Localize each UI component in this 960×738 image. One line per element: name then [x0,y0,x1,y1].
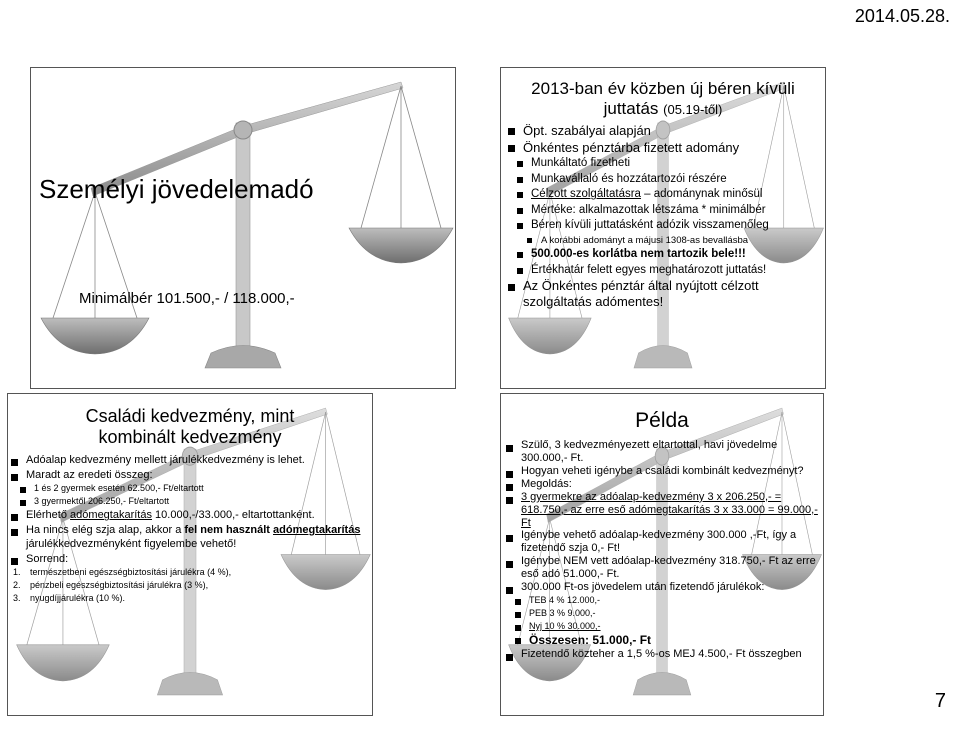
list-item: Munkavállaló és hozzátartozói részére [507,172,825,188]
ordered-item [10,566,372,579]
text-part: Ha nincs elég szja alap, akkor a [26,523,182,536]
list-item: Önkéntes pénztárba fizetett adomány [507,139,825,156]
list-item: Adóalap kedvezmény mellett járulékkedvezmény is lehet. [10,453,372,468]
slide-szja [30,67,456,389]
list-item: 3 gyermektől 206.250,- Ft/eltartott [10,495,372,508]
list-item: Szülő, 3 kedvezményezett eltartottal, havi jövedelme 300.000,- Ft. [505,439,823,465]
text-bold: fel nem használt [184,523,270,536]
list-item: Sorrend: [10,552,372,567]
list-item: Maradt az eredeti összeg: [10,468,372,483]
ordered-text: nyugdíjjárulékra (10 %). [30,593,126,604]
list-item: TEB 4 % 12.000,- [505,594,823,607]
ordered-number: 3. [13,593,21,604]
list-item: PEB 3 % 9.000,- [505,607,823,620]
page-number: 7 [934,690,946,712]
list-item: Mértéke: alkalmazottak létszáma * minimálbér [507,203,825,219]
list-item: 1 és 2 gyermek esetén 62.500,- Ft/eltartott [10,482,372,495]
list-item: Igénybe NEM vett adóalap-kedvezmény 318.750,- Ft az erre eső adó 51.000,- Ft. [505,555,823,581]
slide2-title [501,79,825,118]
slide4-title: Példa [635,409,689,432]
list-item-underlined: Célzott szolgáltatásra [531,188,641,201]
text-underlined: adómegtakarítás [70,509,152,522]
list-item: Öpt. szabályai alapján [507,122,825,139]
list-item [507,187,825,203]
ordered-number: 1. [13,567,21,578]
text-bold-underlined: adómegtakarítás [273,523,361,536]
text-part: járulékkedvezményként figyelembe vehető! [26,538,237,551]
list-item: 500.000-es korlátba nem tartozik bele!!! [507,247,825,263]
ordered-item [10,592,372,605]
list-item: A korábbi adományt a májusi 1308-as bevallásba [507,234,825,247]
list-item: Béren kívüli juttatásként adózik visszamenőleg [507,218,825,234]
list-item: Összesen: 51.000,- Ft [505,633,823,648]
list-item: 300.000 Ft-os jövedelem után fizetendő járulékok: [505,581,823,594]
list-item: Munkáltató fizetheti [507,156,825,172]
slide2-title-line2 [501,99,825,119]
list-item [10,508,372,523]
list-item-rest: – adománynak minősül [644,188,763,201]
list-item [505,491,823,530]
slide-csaladi-kedvezmeny [7,393,373,716]
ordered-number: 2. [13,580,21,591]
list-item: Az Önkéntes pénztár által nyújtott célzott szolgáltatás adómentes! [507,278,825,310]
slide2-title-main: juttatás [603,98,659,118]
list-item: Igénybe vehető adóalap-kedvezmény 300.000 ,-Ft, így a fizetendő szja 0,- Ft! [505,529,823,555]
slide4-list [505,439,823,661]
list-item: Értékhatár felett egyes meghatározott juttatás! [507,263,825,279]
text-underlined: 3 gyermekre az adóalap-kedvezmény 3 x 206.250,- = 618.750,- az erre eső adómegtakarítás 3 x 33.000 = 99.000,- Ft [521,490,818,529]
ordered-text: természetbeni egészségbiztosítási járulékra (4 %), [30,567,232,578]
list-item: Nyj 10 % 30.000,- [505,620,823,633]
list-item: Hogyan veheti igénybe a családi kombinált kedvezményt? [505,465,823,478]
list-item [10,523,372,552]
slide2-title-suffix: (05.19-től) [663,101,723,117]
ordered-item [10,579,372,592]
slide2-list [507,122,825,310]
scale-image [31,68,455,388]
header-date: 2014.05.28. [854,6,950,26]
text-part: Elérhető [26,509,67,522]
slide3-title [8,406,372,447]
slide1-subtitle: Minimálbér 101.500,- / 118.000,- [79,290,295,307]
slide-beren-kivuli [500,67,826,389]
slide3-title-line1: Családi kedvezmény, mint [85,406,295,426]
list-item: Fizetendő közteher a 1,5 %-os MEJ 4.500,- Ft összegben [505,648,823,661]
slide2-title-line1: 2013-ban év közben új béren kívüli [531,79,795,98]
text-part: 10.000,-/33.000,- eltartottanként. [155,509,315,522]
slide3-list [10,453,372,605]
slide1-title: Személyi jövedelemadó [39,174,314,204]
ordered-text: pénzbeli egészségbiztosítási járulékra (3 %), [30,580,209,591]
slide-pelda [500,393,824,716]
list-item: Megoldás: [505,478,823,491]
slide3-title-line2: kombinált kedvezmény [98,426,282,447]
